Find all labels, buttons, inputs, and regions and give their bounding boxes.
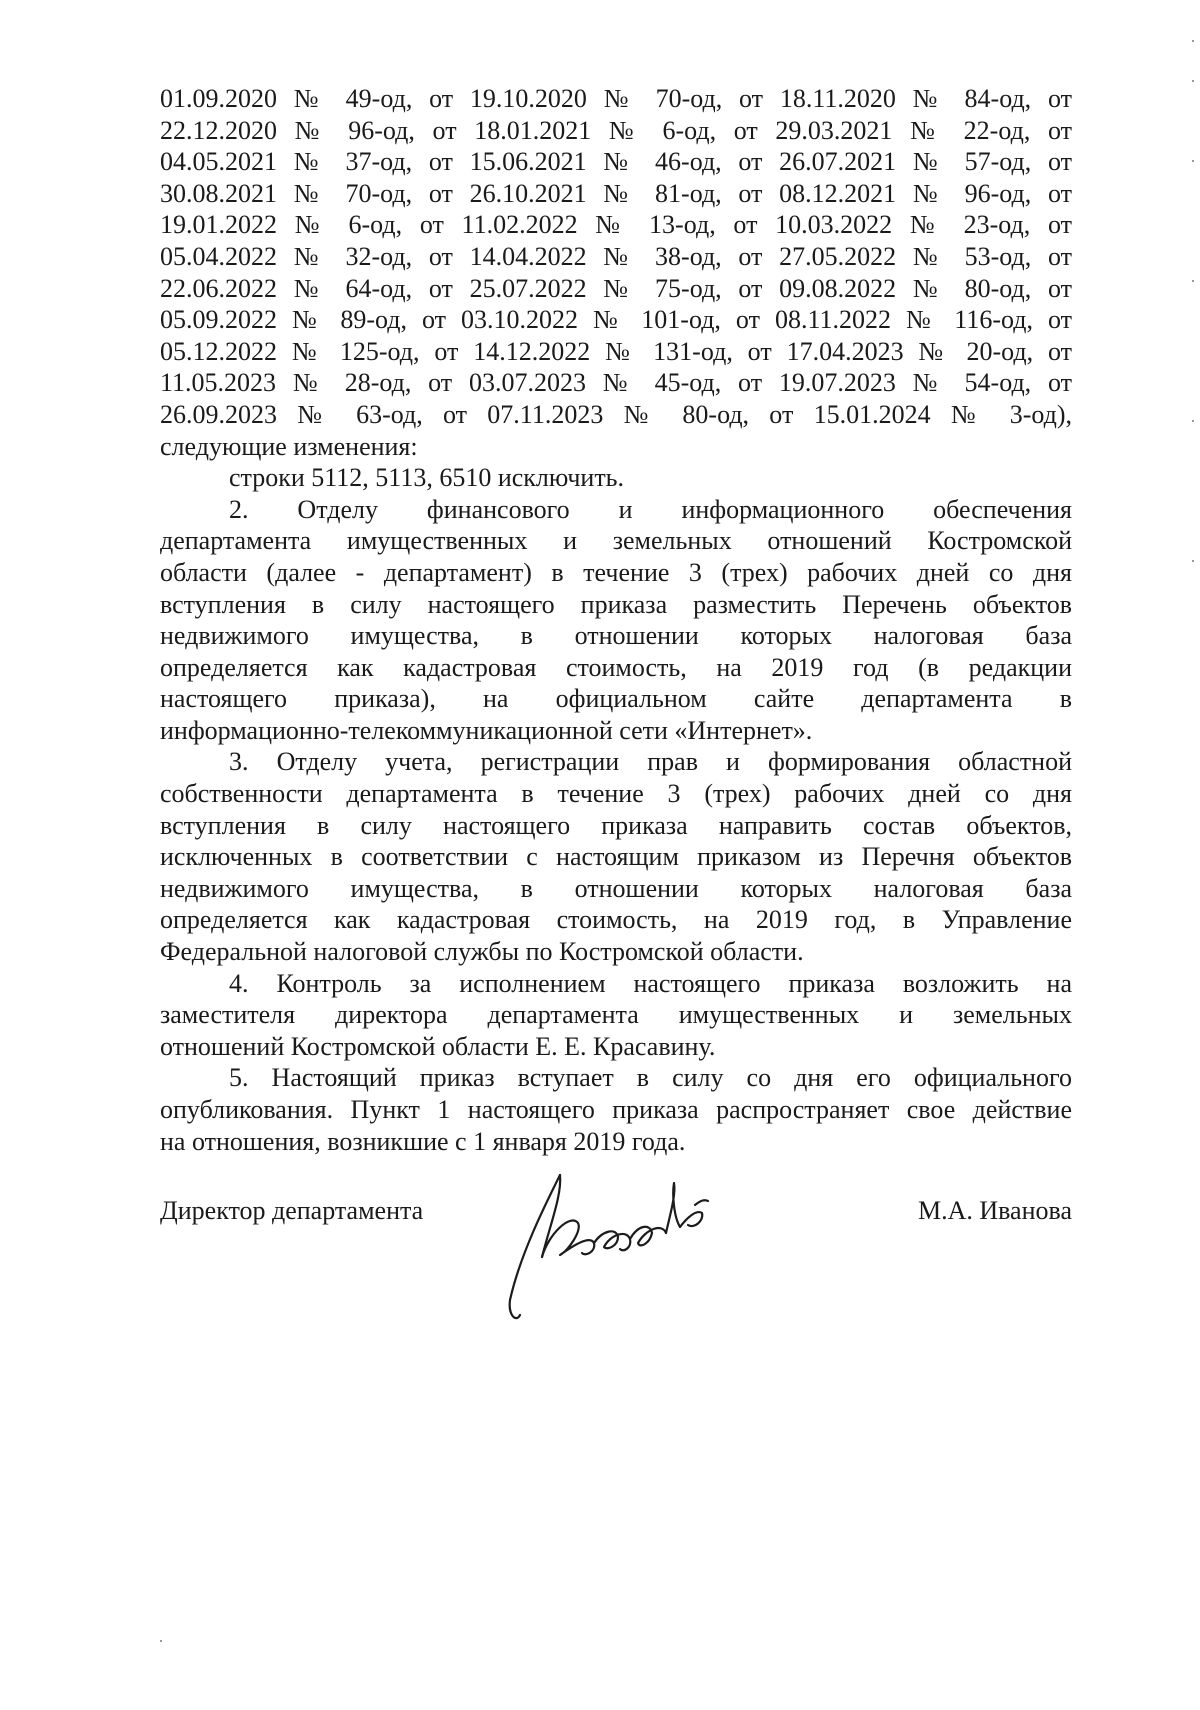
text-line: информационно-телекоммуникационной сети «Интернет».: [160, 715, 813, 745]
text-line: опубликования. Пункт 1 настоящего приказа распространяет свое действие: [160, 1095, 1072, 1124]
paragraph-3-start: 3. Отделу учета, регистрации прав и формирования областной: [229, 747, 1072, 777]
signer-name: М.А. Иванова: [917, 1196, 1072, 1225]
text-line: определяется как кадастровая стоимость, на 2019 год, в Управление: [160, 905, 1072, 935]
text-line: собственности департамента в течение 3 (трех) рабочих дней со дня: [160, 779, 1072, 809]
text-line: 22.12.2020 № 96-од, от 18.01.2021 № 6-од, от 29.03.2021 № 22-од, от: [160, 115, 1072, 145]
signature-block: [160, 1195, 1072, 1355]
text-line: определяется как кадастровая стоимость, на 2019 год (в редакции: [160, 652, 1072, 682]
text-line: 01.09.2020 № 49-од, от 19.10.2020 № 70-од, от 18.11.2020 № 84-од, от: [160, 84, 1072, 113]
text-line: области (далее - департамент) в течение 3 (трех) рабочих дней со дня: [160, 557, 1072, 587]
paragraph-4-start: 4. Контроль за исполнением настоящего приказа возложить на: [229, 968, 1072, 998]
text-line: следующие изменения:: [160, 431, 418, 461]
text-line: на отношения, возникшие с 1 января 2019 года.: [160, 1126, 686, 1156]
text-line: 26.09.2023 № 63-од, от 07.11.2023 № 80-од, от 15.01.2024 № 3-од),: [160, 399, 1072, 429]
scan-speck: [160, 1640, 162, 1642]
document-body: [160, 83, 1072, 1157]
text-line: 05.04.2022 № 32-од, от 14.04.2022 № 38-од, от 27.05.2022 № 53-од, от: [160, 241, 1072, 271]
text-line: 30.08.2021 № 70-од, от 26.10.2021 № 81-од, от 08.12.2021 № 96-од, от: [160, 178, 1072, 208]
text-line: исключенных в соответствии с настоящим приказом из Перечня объектов: [160, 842, 1072, 872]
text-line: недвижимого имущества, в отношении которых налоговая база: [160, 621, 1072, 651]
scan-edge-mark: [1192, 40, 1194, 640]
text-line: настоящего приказа), на официальном сайте департамента в: [160, 684, 1072, 714]
text-line: 11.05.2023 № 28-од, от 03.07.2023 № 45-од, от 19.07.2023 № 54-од, от: [160, 368, 1072, 398]
text-line: недвижимого имущества, в отношении которых налоговая база: [160, 873, 1072, 903]
handwritten-signature: [490, 1165, 720, 1325]
text-line: 04.05.2021 № 37-од, от 15.06.2021 № 46-од, от 26.07.2021 № 57-од, от: [160, 147, 1072, 177]
text-line: заместителя директора департамента имущественных и земельных: [160, 1000, 1072, 1030]
text-line: строки 5112, 5113, 6510 исключить.: [229, 463, 625, 493]
text-line: отношений Костромской области Е. Е. Красавину.: [160, 1031, 716, 1061]
text-line: 19.01.2022 № 6-од, от 11.02.2022 № 13-од, от 10.03.2022 № 23-од, от: [160, 210, 1072, 240]
text-line: вступления в силу настоящего приказа направить состав объектов,: [160, 810, 1072, 840]
text-line: 05.09.2022 № 89-од, от 03.10.2022 № 101-од, от 08.11.2022 № 116-од, от: [160, 305, 1072, 335]
text-line: вступления в силу настоящего приказа разместить Перечень объектов: [160, 589, 1072, 619]
paragraph-5-start: 5. Настоящий приказ вступает в силу со дня его официального: [229, 1063, 1072, 1093]
text-line: Федеральной налоговой службы по Костромской области.: [160, 937, 804, 967]
text-line: 22.06.2022 № 64-од, от 25.07.2022 № 75-од, от 09.08.2022 № 80-од, от: [160, 273, 1072, 303]
paragraph-2-start: 2. Отделу финансового и информационного обеспечения: [229, 494, 1072, 524]
text-line: 05.12.2022 № 125-од, от 14.12.2022 № 131-од, от 17.04.2023 № 20-од, от: [160, 336, 1072, 366]
text-line: департамента имущественных и земельных отношений Костромской: [160, 526, 1072, 556]
position-title: Директор департамента: [160, 1196, 424, 1225]
